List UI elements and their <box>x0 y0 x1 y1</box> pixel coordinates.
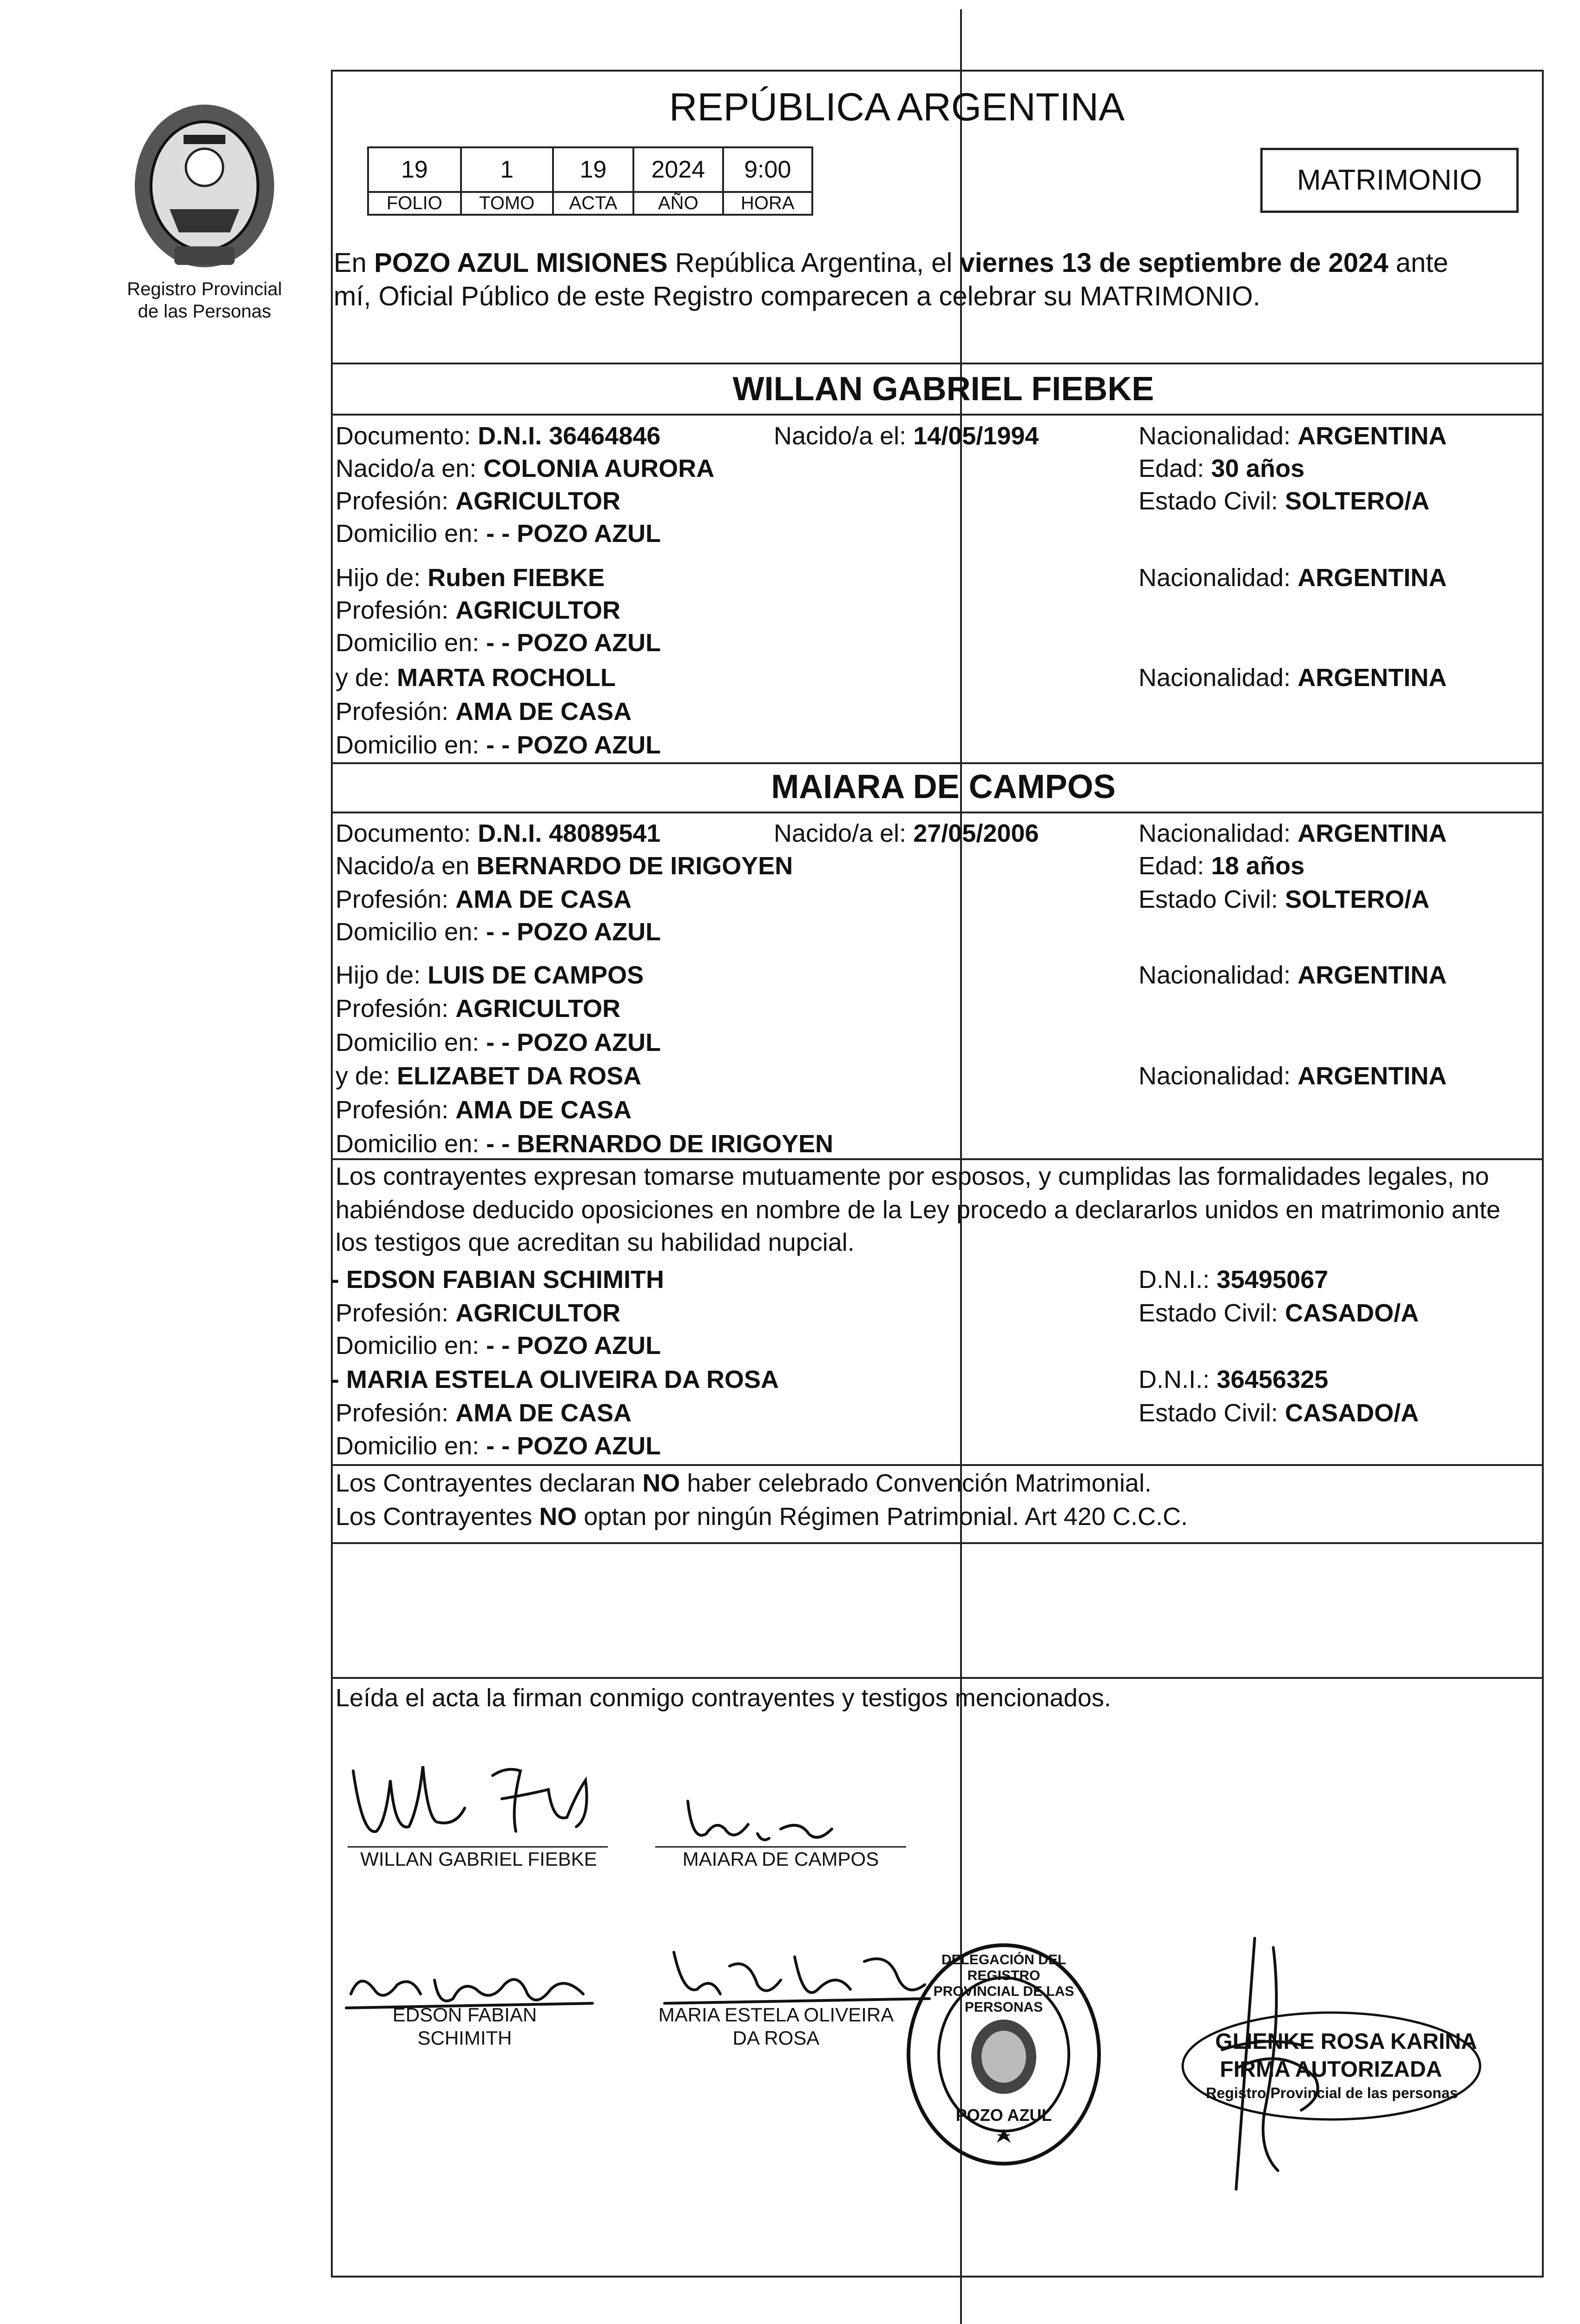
madre-prof-label: Profesión: <box>336 1096 449 1124</box>
closing-statement: Leída el acta la firman conmigo contrayentes y testigos mencionados. <box>336 1684 1111 1712</box>
witness1-caption-line2: SCHIMITH <box>417 2027 512 2049</box>
spouse1-edad <box>1139 453 1304 484</box>
spouse2-madre <box>336 1061 641 1091</box>
nacionalidad-value: ARGENTINA <box>1297 819 1447 847</box>
madre-prof-value: AMA DE CASA <box>455 698 632 726</box>
spouse1-padre <box>336 562 605 593</box>
groom-signature-caption: WILLAN GABRIEL FIEBKE <box>360 1848 597 1870</box>
intro-text-b: República Argentina, el <box>667 248 960 278</box>
witness1-domicilio <box>336 1330 661 1361</box>
convention-text-b: haber celebrado Convención Matrimonial. <box>680 1469 1152 1497</box>
nacido-el-value: 27/05/2006 <box>913 819 1039 847</box>
spouse2-estado-civil <box>1139 884 1429 915</box>
intro-text-c: ante <box>1388 248 1448 278</box>
nacionalidad-label: Nacionalidad: <box>1139 819 1291 847</box>
spouse1-padre-profesion <box>336 595 620 626</box>
spouse1-nacionalidad <box>1139 421 1447 451</box>
padre-value: Ruben FIEBKE <box>428 564 605 592</box>
padre-nac-value: ARGENTINA <box>1297 564 1447 592</box>
logo-caption <box>100 278 309 323</box>
convention-text-a: Los Contrayentes declaran <box>336 1469 643 1497</box>
edad-value: 18 años <box>1211 852 1305 880</box>
intro-place: POZO AZUL MISIONES <box>374 248 668 278</box>
profesion-value: AGRICULTOR <box>455 1299 621 1327</box>
madre-label: y de: <box>336 664 390 692</box>
estado-value: CASADO/A <box>1285 1399 1419 1427</box>
spouse1-nacido-el <box>774 421 1039 451</box>
profesion-value: AMA DE CASA <box>455 885 632 913</box>
acta-value: 19 <box>553 147 633 192</box>
frame-left-border <box>331 70 333 2278</box>
rule-after-convention <box>331 1542 1544 1544</box>
logo-caption-line1: Registro Provincial <box>127 279 282 299</box>
padre-dom-label: Domicilio en: <box>336 629 480 657</box>
declaration-line3: los testigos que acreditan su habilidad nupcial. <box>336 1228 855 1256</box>
officer-stamp-line3: Registro Provincial de las personas <box>1206 2085 1458 2101</box>
officer-stamp-line2: FIRMA AUTORIZADA <box>1220 2057 1442 2082</box>
declaration-line1: Los contrayentes expresan tomarse mutuamente por esposos, y cumplidas las formalidades legales, no <box>336 1162 1489 1190</box>
padre-dom-label: Domicilio en: <box>336 1029 480 1056</box>
profesion-label: Profesión: <box>336 487 449 515</box>
domicilio-value: - - POZO AZUL <box>486 520 661 548</box>
folio-label: FOLIO <box>368 192 461 215</box>
profesion-value: AGRICULTOR <box>455 487 621 515</box>
hora-label: HORA <box>723 192 812 215</box>
dni-value: 35495067 <box>1217 1266 1329 1294</box>
spouse2-nacido-el <box>774 818 1039 849</box>
nacido-en-label: Nacido/a en: <box>336 455 477 482</box>
domicilio-label: Domicilio en: <box>336 1432 480 1460</box>
intro-line1 <box>334 248 1448 278</box>
spouse1-nacido-en <box>336 453 714 484</box>
profesion-label: Profesión: <box>336 885 449 913</box>
witness1-name: - EDSON FABIAN SCHIMITH <box>331 1266 665 1294</box>
spouse1-madre-profesion <box>336 696 632 727</box>
estado-label: Estado Civil: <box>1139 487 1278 515</box>
intro-line2: mí, Oficial Público de este Registro comparecen a celebrar su MATRIMONIO. <box>334 281 1261 311</box>
padre-label: Hijo de: <box>336 961 421 989</box>
seal-ring-text: DELEGACIÓN DEL REGISTRO PROVINCIAL DE LAS PERSONAS <box>933 1952 1074 2015</box>
spouse2-madre-profesion <box>336 1095 632 1125</box>
declaration-line2: habiéndose deducido oposiciones en nombre de la Ley procedo a declararlos unidos en matrimonio ante <box>336 1196 1501 1224</box>
spouse2-madre-nacionalidad <box>1139 1061 1447 1091</box>
padre-nac-label: Nacionalidad: <box>1139 564 1291 592</box>
hora-value: 9:00 <box>723 147 812 192</box>
spouse1-madre-domicilio <box>336 730 661 760</box>
padre-nac-label: Nacionalidad: <box>1139 961 1291 989</box>
madre-dom-label: Domicilio en: <box>336 1130 480 1158</box>
madre-nac-label: Nacionalidad: <box>1139 1062 1291 1090</box>
spouse2-madre-domicilio <box>336 1129 833 1159</box>
dni-value: 36456325 <box>1217 1366 1329 1393</box>
padre-nac-value: ARGENTINA <box>1297 961 1447 989</box>
edad-label: Edad: <box>1139 852 1205 880</box>
padre-prof-value: AGRICULTOR <box>455 995 621 1023</box>
nacionalidad-label: Nacionalidad: <box>1139 422 1291 450</box>
officer-stamp-line1: GLIENKE ROSA KARINA <box>1215 2029 1477 2054</box>
nacido-en-value: BERNARDO DE IRIGOYEN <box>476 852 793 880</box>
witness2-domicilio <box>336 1431 661 1461</box>
witness1-caption-line1: EDSON FABIAN <box>392 2004 537 2026</box>
estado-value: SOLTERO/A <box>1285 885 1430 913</box>
padre-dom-value: - - POZO AZUL <box>486 629 661 657</box>
estado-value: CASADO/A <box>1285 1299 1419 1327</box>
convention-line1 <box>336 1468 1152 1499</box>
spouse1-madre-nacionalidad <box>1139 662 1447 693</box>
spouse2-domicilio <box>336 917 661 947</box>
edad-label: Edad: <box>1139 455 1205 482</box>
witness2-caption-line1: MARIA ESTELA OLIVEIRA <box>658 2004 894 2026</box>
spouse2-edad <box>1139 851 1304 881</box>
profesion-label: Profesión: <box>336 1299 449 1327</box>
padre-label: Hijo de: <box>336 564 421 592</box>
documento-label: Documento: <box>336 819 471 847</box>
rule-spouse2 <box>331 812 1544 813</box>
profesion-value: AMA DE CASA <box>455 1399 632 1427</box>
nacido-el-label: Nacido/a el: <box>774 819 907 847</box>
folio-value: 19 <box>368 147 461 192</box>
dni-label: D.N.I.: <box>1139 1366 1210 1393</box>
witness2-scribble: Estela da Rosa <box>655 2010 658 2011</box>
registry-logo <box>118 93 290 279</box>
intro-text-a: En <box>334 248 375 278</box>
spouse1-padre-domicilio <box>336 627 661 658</box>
frame-top-border <box>331 70 1544 72</box>
bride-signature-caption: MAIARA DE CAMPOS <box>682 1848 879 1870</box>
delegation-seal <box>902 1938 1106 2171</box>
tomo-label: TOMO <box>461 192 553 215</box>
frame-bottom-border <box>331 2276 1544 2278</box>
spouse2-padre-nacionalidad <box>1139 960 1447 990</box>
domicilio-label: Domicilio en: <box>336 918 480 946</box>
madre-nac-label: Nacionalidad: <box>1139 664 1291 692</box>
witness2-estado-civil <box>1139 1398 1419 1428</box>
estado-value: SOLTERO/A <box>1285 487 1430 515</box>
rule-before-spouse1 <box>331 363 1544 364</box>
witness2-caption-line2: DA ROSA <box>732 2027 820 2049</box>
madre-value: MARTA ROCHOLL <box>397 664 616 692</box>
regime-text-a: Los Contrayentes <box>336 1503 540 1531</box>
acta-label: ACTA <box>553 192 633 215</box>
estado-label: Estado Civil: <box>1139 885 1278 913</box>
rule-before-spouse2 <box>331 762 1544 764</box>
witness2-signature-icon <box>655 1938 934 2013</box>
bride-signature-icon <box>678 1792 846 1848</box>
madre-prof-value: AMA DE CASA <box>455 1096 632 1124</box>
dni-label: D.N.I.: <box>1139 1266 1210 1294</box>
edad-value: 30 años <box>1211 455 1305 482</box>
spouse2-documento <box>336 818 660 849</box>
spouse2-profesion <box>336 884 632 915</box>
spouse2-padre <box>336 960 644 990</box>
record-table <box>367 146 813 216</box>
domicilio-value: - - POZO AZUL <box>486 1432 661 1460</box>
ano-label: AÑO <box>633 192 723 215</box>
nacido-el-label: Nacido/a el: <box>774 422 907 450</box>
tomo-value: 1 <box>461 147 553 192</box>
madre-dom-value: - - POZO AZUL <box>486 731 661 759</box>
domicilio-label: Domicilio en: <box>336 1332 480 1360</box>
frame-right-border <box>1542 70 1544 2278</box>
nacionalidad-value: ARGENTINA <box>1297 422 1447 450</box>
seal-center-text: POZO AZUL <box>955 2106 1052 2125</box>
regime-text-b: optan por ningún Régimen Patrimonial. Art 420 C.C.C. <box>577 1503 1188 1531</box>
padre-prof-label: Profesión: <box>336 995 449 1023</box>
spouse2-padre-profesion <box>336 993 620 1024</box>
rule-before-convention <box>331 1464 1544 1466</box>
witness2-signature-caption <box>646 2003 906 2050</box>
padre-value: LUIS DE CAMPOS <box>428 961 644 989</box>
spouse1-padre-nacionalidad <box>1139 562 1447 593</box>
logo-caption-line2: de las Personas <box>138 301 271 322</box>
madre-label: y de: <box>336 1062 390 1090</box>
domicilio-value: - - POZO AZUL <box>486 1332 661 1360</box>
profesion-label: Profesión: <box>336 1399 449 1427</box>
witness2-dni <box>1139 1364 1328 1395</box>
nacido-en-label: Nacido/a en <box>336 852 470 880</box>
nacido-el-value: 14/05/1994 <box>913 422 1039 450</box>
bride-scribble: Ma.ara <box>678 1845 680 1846</box>
madre-nac-value: ARGENTINA <box>1297 1062 1447 1090</box>
documento-value: D.N.I. 36464846 <box>478 422 661 450</box>
spouse1-estado-civil <box>1139 486 1429 516</box>
intro-date: viernes 13 de septiembre de 2024 <box>960 248 1389 278</box>
witness2-profesion <box>336 1398 632 1428</box>
groom-signature-icon <box>344 1752 604 1845</box>
documento-label: Documento: <box>336 422 471 450</box>
rule-before-closing <box>331 1677 1544 1679</box>
spouse2-name: MAIARA DE CAMPOS <box>771 768 1116 805</box>
spouse1-name: WILLAN GABRIEL FIEBKE <box>732 370 1154 408</box>
padre-prof-label: Profesión: <box>336 596 449 624</box>
madre-value: ELIZABET DA ROSA <box>397 1062 642 1090</box>
madre-dom-label: Domicilio en: <box>336 731 480 759</box>
padre-dom-value: - - POZO AZUL <box>486 1029 661 1056</box>
rule-spouse1 <box>331 414 1544 416</box>
estado-label: Estado Civil: <box>1139 1299 1278 1327</box>
witness2-name: - MARIA ESTELA OLIVEIRA DA ROSA <box>331 1366 779 1393</box>
ano-value: 2024 <box>633 147 723 192</box>
country-title: REPÚBLICA ARGENTINA <box>669 85 1125 129</box>
act-type-box <box>1260 148 1519 213</box>
convention-no: NO <box>642 1469 680 1497</box>
spouse2-padre-domicilio <box>336 1027 661 1058</box>
madre-nac-value: ARGENTINA <box>1297 664 1447 692</box>
witness1-signature-caption <box>353 2003 576 2050</box>
regime-no: NO <box>539 1503 577 1531</box>
spouse2-nacido-en <box>336 851 793 881</box>
padre-prof-value: AGRICULTOR <box>455 596 621 624</box>
officer-signature-icon <box>1208 1929 1348 2208</box>
witness1-dni <box>1139 1264 1328 1295</box>
nacido-en-value: COLONIA AURORA <box>483 455 715 482</box>
spouse1-profesion <box>336 486 620 516</box>
madre-dom-value: - - BERNARDO DE IRIGOYEN <box>486 1130 834 1158</box>
convention-line2 <box>336 1501 1188 1532</box>
domicilio-label: Domicilio en: <box>336 520 480 548</box>
spouse2-nacionalidad <box>1139 818 1447 849</box>
domicilio-value: - - POZO AZUL <box>486 918 661 946</box>
witness1-estado-civil <box>1139 1298 1419 1328</box>
act-type-label: MATRIMONIO <box>1297 164 1482 196</box>
misiones-emblem-icon <box>118 93 290 279</box>
spouse1-domicilio <box>336 518 661 549</box>
rule-before-declaration <box>331 1158 1544 1160</box>
spouse1-documento <box>336 421 660 451</box>
estado-label: Estado Civil: <box>1139 1399 1278 1427</box>
documento-value: D.N.I. 48089541 <box>478 819 661 847</box>
witness1-profesion <box>336 1298 620 1328</box>
spouse1-madre <box>336 662 616 693</box>
madre-prof-label: Profesión: <box>336 698 449 726</box>
